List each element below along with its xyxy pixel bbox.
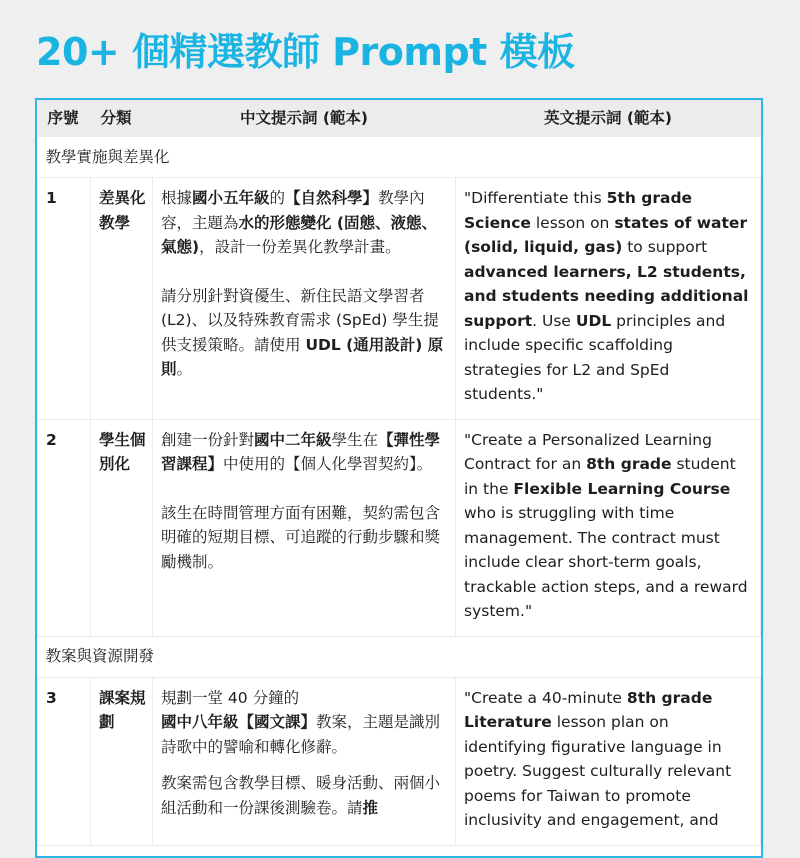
section-header-row (38, 636, 761, 677)
text-run: . Use (532, 311, 576, 330)
row-category: 學生個別化 (91, 419, 153, 636)
text-run: who is struggling with time management. The contract must include clear short-term goals, trackable action steps, and a reward system." (464, 504, 748, 620)
prompt-paragraph (161, 284, 447, 382)
bold-text: Flexible Learning Course (513, 479, 731, 498)
text-run: 該生在時間管理方面有困難，契約需包含明確的短期目標、可追蹤的行動步驟和獎勵機制。 (161, 503, 441, 571)
text-run: lesson on (530, 213, 615, 232)
bold-text: 【彈性學習課程】 (161, 430, 441, 473)
text-run: 中使用的【個人化學習契約】。 (223, 455, 433, 473)
text-run: 規劃一堂 40 分鐘的 (161, 688, 300, 707)
header-num: 序號 (38, 100, 91, 137)
prompt-paragraph (161, 428, 447, 477)
zh-prompt-cell (153, 677, 456, 845)
table-row (38, 677, 761, 845)
bold-text: 5th grade Science (464, 189, 693, 232)
bold-text: 水的形態變化 (固態、液態、氣態) (161, 213, 437, 256)
en-prompt-cell (456, 677, 761, 845)
prompt-paragraph (464, 686, 752, 833)
header-category: 分類 (91, 100, 153, 137)
row-category: 差異化教學 (91, 178, 153, 420)
text-run: "Create a Personalized Learning Contract for an (464, 430, 712, 473)
row-number: 3 (38, 677, 91, 845)
table-header-row (38, 100, 761, 137)
text-run: 請分別針對資優生、新住民語文學習者 (L2)、以及特殊教育需求 (SpEd) 學生提供支援策略。請使用 (161, 286, 439, 354)
header-zh-prompt: 中文提示詞 (範本) (153, 100, 456, 137)
row-category: 課案規劃 (91, 677, 153, 845)
section-header-row (38, 137, 761, 178)
text-run: 根據 (161, 189, 193, 207)
text-run: lesson plan on identifying figurative language in poetry. Suggest culturally relevant poems for Taiwan to promote inclusivity and engagement, and (464, 713, 732, 829)
page-title: 20+ 個精選教師 Prompt 模板 (36, 30, 575, 74)
table-body (38, 137, 761, 846)
prompt-paragraph (161, 186, 447, 260)
bold-text: 國小五年級 (192, 189, 270, 207)
text-run: 的 (269, 189, 286, 207)
bold-text: states of water (solid, liquid, gas) (464, 213, 748, 256)
prompt-paragraph (161, 686, 447, 760)
prompt-paragraph (464, 428, 752, 624)
bold-text: UDL (通用設計) 原則 (161, 335, 444, 378)
prompt-table (37, 100, 761, 846)
bold-text: 國中二年級 (254, 430, 332, 449)
text-run: 教案，主題是識別詩歌中的譬喻和轉化修辭。 (161, 713, 441, 756)
bold-text: 8th grade (586, 455, 672, 473)
bold-text: 【自然科學】 (285, 189, 379, 207)
header-en-prompt: 英文提示詞 (範本) (456, 100, 761, 137)
text-run: principles and include specific scaffolding strategies for L2 and SpEd students." (464, 311, 726, 403)
text-run: "Differentiate this (464, 189, 607, 207)
bold-text: advanced learners, L2 students, and students needing additional support (464, 262, 749, 330)
section-label: 教案與資源開發 (38, 636, 761, 677)
table-row (38, 178, 761, 420)
text-run: "Create a 40-minute (464, 688, 627, 707)
row-number: 2 (38, 419, 91, 636)
en-prompt-cell (456, 178, 761, 420)
text-run: 教學內容，主題為 (161, 189, 425, 232)
bold-text: 推 (362, 798, 379, 817)
prompt-paragraph (161, 771, 447, 820)
table-row (38, 419, 761, 636)
zh-prompt-cell (153, 419, 456, 636)
prompt-template-table (35, 98, 763, 858)
text-run: student in the (464, 455, 736, 498)
text-run: ，設計一份差異化教學計畫。 (199, 238, 401, 256)
text-run: 。 (176, 360, 193, 378)
bold-text: UDL (575, 311, 612, 330)
text-run: 創建一份針對 (161, 430, 255, 449)
text-run: 教案需包含教學目標、暖身活動、兩個小組活動和一份課後測驗卷。請 (161, 774, 441, 817)
text-run: 學生在 (331, 430, 379, 449)
prompt-paragraph (464, 186, 752, 407)
bold-text: 國中八年級【國文課】 (161, 713, 317, 731)
bold-text: 8th grade Literature (464, 688, 713, 731)
en-prompt-cell (456, 419, 761, 636)
row-number: 1 (38, 178, 91, 420)
section-label: 教學實施與差異化 (38, 137, 761, 178)
text-run: to support (622, 238, 708, 256)
prompt-paragraph (161, 501, 447, 575)
zh-prompt-cell (153, 178, 456, 420)
